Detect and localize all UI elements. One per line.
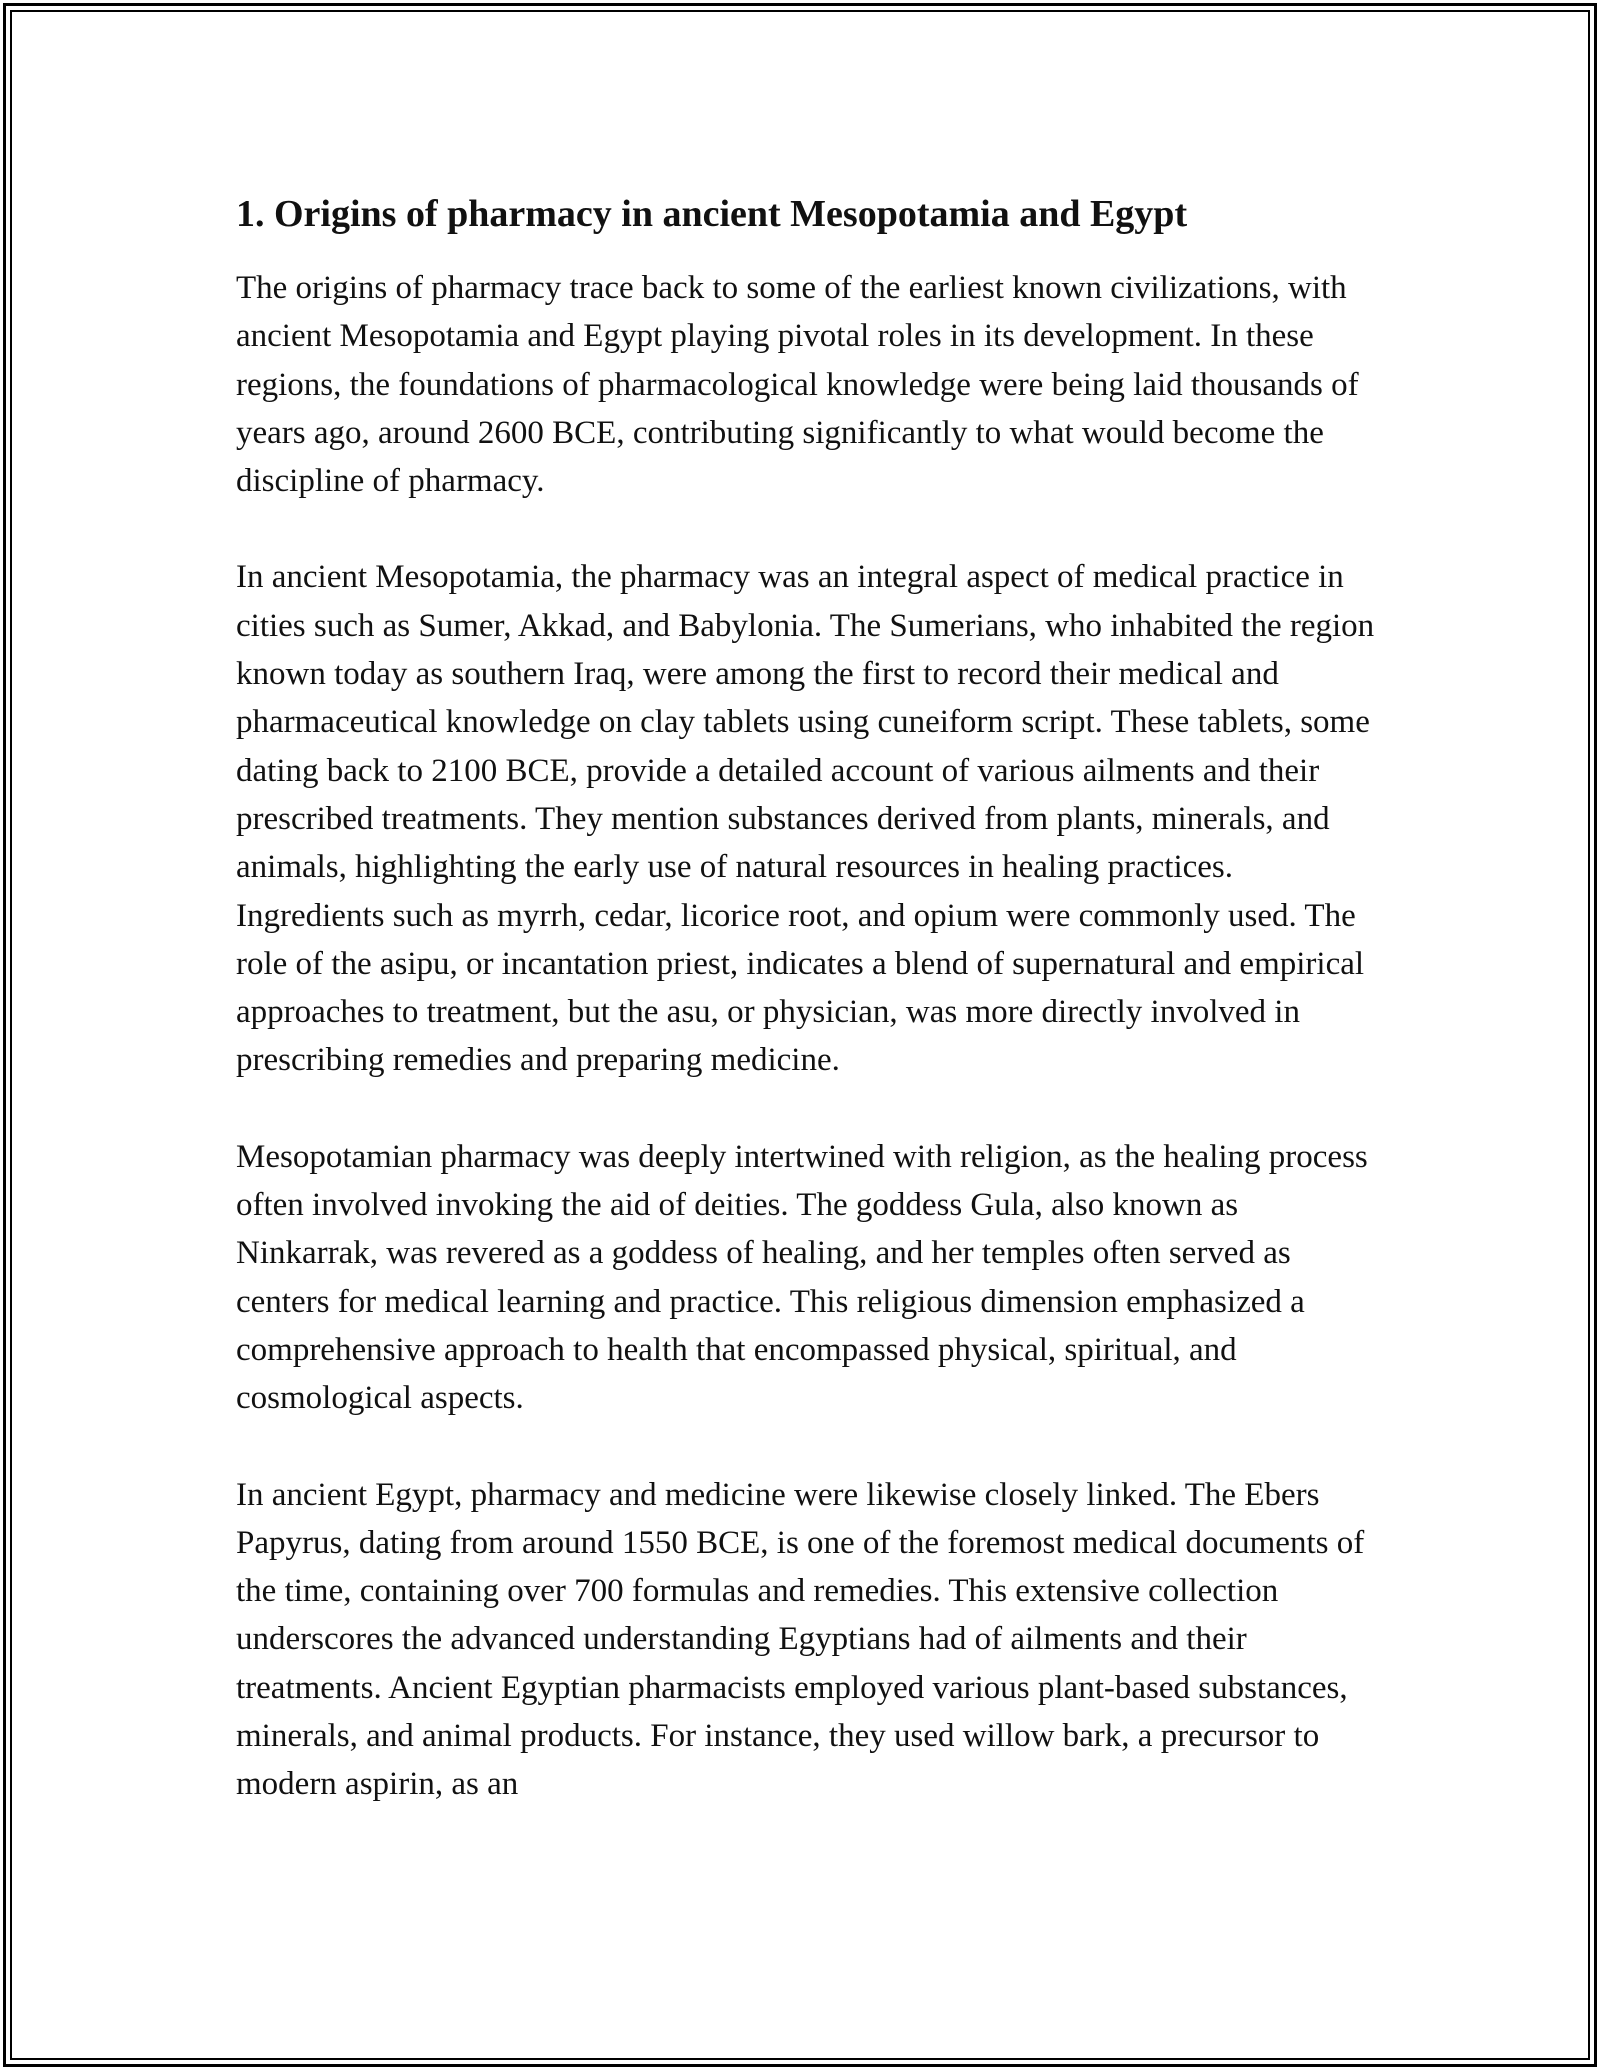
section-heading: 1. Origins of pharmacy in ancient Mesopotamia and Egypt — [236, 193, 1188, 235]
document-page — [236, 186, 1376, 1809]
paragraph-religion: Mesopotamian pharmacy was deeply intertwined with religion, as the healing process often involved invoking the aid of deities. The goddess Gula, also known as Ninkarrak, was revered as a goddess of healing, and her temples often served as centers for medical learning and practice. This religious dimension emphasized a comprehensive approach to health that encompassed physical, spiritual, and cosmological aspects. — [236, 1138, 1368, 1417]
paragraph-egypt: In ancient Egypt, pharmacy and medicine were likewise closely linked. The Ebers Papyrus, dating from around 1550 BCE, is one of the foremost medical documents of the time, containing over 700 formulas and remedies. This extensive collection underscores the advanced understanding Egyptians had of ailments and their treatments. Ancient Egyptian pharmacists employed various plant-based substances, minerals, and animal products. For instance, they used willow bark, a precursor to modern aspirin, as an — [236, 1476, 1365, 1803]
paragraph-intro: The origins of pharmacy trace back to some of the earliest known civilizations, with ancient Mesopotamia and Egypt playing pivotal roles in its development. In these regions, the foundations of pharmacological knowledge were being laid thousands of years ago, around 2600 BCE, contributing significantly to what would become the discipline of pharmacy. — [236, 270, 1359, 500]
paragraph-mesopotamia: In ancient Mesopotamia, the pharmacy was an integral aspect of medical practice in cities such as Sumer, Akkad, and Babylonia. The Sumerians, who inhabited the region known today as southern Iraq, were among the first to record their medical and pharmaceutical knowledge on clay tablets using cuneiform script. These tablets, some dating back to 2100 BCE, provide a detailed account of various ailments and their prescribed treatments. They mention substances derived from plants, minerals, and animals, highlighting the early use of natural resources in healing practices. Ingredients such as myrrh, cedar, licorice root, and opium were commonly used. The role of the asipu, or incantation priest, indicates a blend of supernatural and empirical approaches to treatment, but the asu, or physician, was more directly involved in prescribing remedies and preparing medicine. — [236, 559, 1375, 1079]
